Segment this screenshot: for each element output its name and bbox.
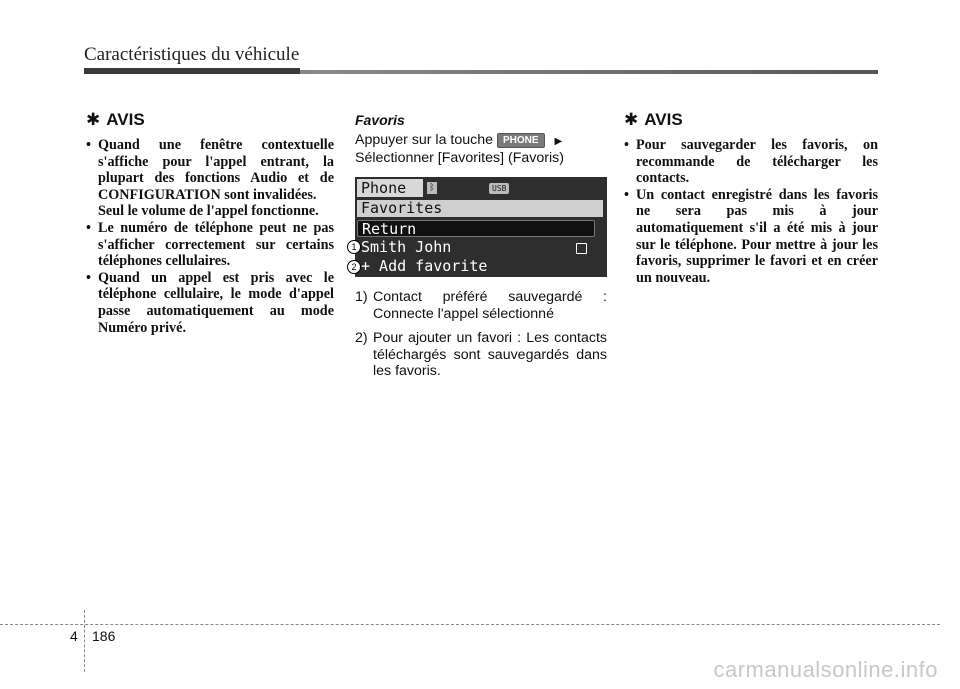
- notice-text: Quand une fenêtre contextuelle s'affiche pour l'appel entrant, la plupart des fonctions Audio et de CONFIGURATION sont invalidées.: [98, 137, 334, 203]
- bullet-icon: •: [624, 137, 629, 153]
- favoris-instruction: [355, 132, 607, 167]
- instruction-prefix: Appuyer sur la touche: [355, 132, 494, 148]
- callout-marker-1: 1: [347, 240, 361, 254]
- notice-text: Le numéro de téléphone peut ne pas s'afficher correctement sur certains téléphones cellulaires.: [98, 219, 334, 270]
- left-notice: [86, 110, 334, 336]
- list-item: [355, 289, 607, 322]
- list-item: [86, 220, 334, 270]
- favoris-list: [355, 289, 607, 380]
- list-text: Pour ajouter un favori : Les contacts téléchargés sont sauvegardés dans les favoris.: [373, 330, 607, 379]
- notice-text: Seul le volume de l'appel fonctionne.: [98, 203, 319, 220]
- list-item: [355, 330, 607, 380]
- asterisk-icon: ✱: [624, 110, 639, 129]
- favoris-section: [351, 110, 607, 388]
- bullet-icon: •: [86, 269, 91, 286]
- usb-badge: USB: [489, 183, 509, 194]
- list-item: [624, 137, 878, 187]
- watermark: carmanualsonline.info: [713, 657, 938, 682]
- right-notice: [624, 110, 878, 286]
- favoris-heading: Favoris: [355, 112, 405, 128]
- bullet-icon: •: [86, 137, 91, 153]
- callout-marker-2: 2: [347, 260, 361, 274]
- list-number: 1): [355, 289, 368, 305]
- list-item: [86, 270, 334, 336]
- asterisk-icon: ✱: [86, 110, 101, 129]
- screen-tab-phone: Phone: [357, 179, 423, 197]
- bluetooth-icon: ᛒ: [427, 182, 437, 194]
- right-notice-heading: [624, 110, 878, 130]
- phone-contact-icon: [576, 243, 587, 254]
- notice-text: Pour sauvegarder les favoris, on recommande de télécharger les contacts.: [636, 137, 878, 187]
- header-rule: [84, 70, 878, 74]
- instruction-suffix: Sélectionner [Favorites] (Favoris): [355, 150, 564, 166]
- list-item: [624, 187, 878, 287]
- screen-title-favorites: Favorites: [357, 200, 603, 217]
- bullet-icon: •: [624, 186, 629, 203]
- page-header-title: Caractéristiques du véhicule: [84, 44, 300, 65]
- list-item: [86, 137, 334, 220]
- screen-item-contact: [357, 239, 603, 256]
- notice-text: Un contact enregistré dans les favoris ne sera pas mis à jour automatiquement s'il a été mis à jour sur le téléphone. Pour mettre à jour les favoris, supprimer le favori et en créer un nouveau.: [636, 186, 878, 286]
- left-notice-heading: [86, 110, 334, 130]
- phone-key-icon: PHONE: [497, 133, 545, 148]
- triangle-right-icon: ▶: [554, 136, 563, 147]
- screen-item-return: Return: [357, 220, 595, 237]
- left-notice-list: [86, 137, 334, 336]
- left-notice-heading-text: AVIS: [106, 110, 145, 129]
- screen-item-add-favorite: + Add favorite: [361, 257, 488, 275]
- footer-vertical-divider: [84, 610, 85, 672]
- contact-name: Smith John: [361, 238, 452, 256]
- notice-text: Quand un appel est pris avec le téléphone cellulaire, le mode d'appel passe automatiquement au mode Numéro privé.: [98, 269, 334, 336]
- favorites-screen: [351, 177, 607, 277]
- chapter-number: 4: [70, 628, 78, 644]
- bullet-icon: •: [86, 219, 91, 236]
- footer-divider: [0, 624, 940, 625]
- page-number: 186: [92, 628, 116, 644]
- right-notice-list: [624, 137, 878, 286]
- right-notice-heading-text: AVIS: [644, 110, 683, 129]
- list-number: 2): [355, 330, 368, 346]
- list-text: Contact préféré sauvegardé : Connecte l'appel sélectionné: [373, 289, 607, 322]
